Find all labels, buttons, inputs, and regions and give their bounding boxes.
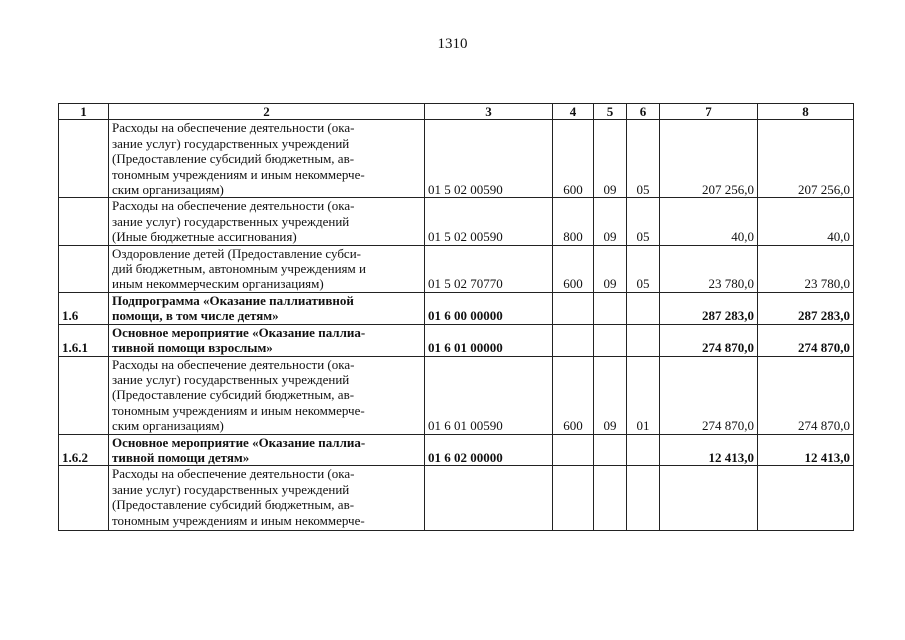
- description-line: Основное мероприятие «Оказание паллиа-: [112, 434, 366, 450]
- expense-type: 600: [553, 245, 594, 292]
- budget-code: 01 6 02 00000: [425, 434, 553, 466]
- row-description: [109, 198, 425, 245]
- row-number: 1.6.1: [59, 324, 109, 356]
- amount-col7: 12 413,0: [660, 434, 758, 466]
- row-number: [59, 198, 109, 245]
- description-line: Расходы на обеспечение деятельности (ока-: [112, 120, 355, 136]
- amount-col8: 287 283,0: [758, 292, 854, 324]
- row-description: [109, 324, 425, 356]
- expense-type: 600: [553, 120, 594, 198]
- expense-type: [553, 466, 594, 531]
- budget-code: [425, 466, 553, 531]
- section-code: 09: [594, 198, 627, 245]
- row-number: [59, 356, 109, 434]
- subsection-code: 05: [627, 245, 660, 292]
- description-line: иным некоммерческим организациям): [112, 276, 324, 292]
- budget-code: 01 5 02 00590: [425, 120, 553, 198]
- table-row: [59, 356, 854, 434]
- budget-table: [58, 103, 854, 531]
- expense-type: [553, 434, 594, 466]
- description-line: Подпрограмма «Оказание паллиативной: [112, 292, 354, 308]
- description-line: зание услуг) государственных учреждений: [112, 135, 350, 151]
- description-line: Расходы на обеспечение деятельности (ока-: [112, 356, 355, 372]
- table-row: [59, 466, 854, 531]
- amount-col8: [758, 466, 854, 531]
- section-code: [594, 434, 627, 466]
- table-row: [59, 198, 854, 245]
- description-line: тономным учреждениям и иным некоммерче-: [112, 166, 365, 182]
- subsection-code: [627, 466, 660, 531]
- header-cell: 5: [594, 104, 627, 120]
- table-row: [59, 434, 854, 466]
- subsection-code: [627, 434, 660, 466]
- row-number: [59, 466, 109, 531]
- amount-col7: 23 780,0: [660, 245, 758, 292]
- budget-code: 01 6 01 00590: [425, 356, 553, 434]
- row-number: 1.6.2: [59, 434, 109, 466]
- amount-col8: 207 256,0: [758, 120, 854, 198]
- section-code: 09: [594, 356, 627, 434]
- budget-code: 01 5 02 00590: [425, 198, 553, 245]
- row-description: [109, 120, 425, 198]
- row-number: [59, 120, 109, 198]
- table-row: [59, 324, 854, 356]
- amount-col8: 274 870,0: [758, 356, 854, 434]
- description-line: ским организациям): [112, 418, 224, 434]
- expense-type: [553, 292, 594, 324]
- header-cell: 7: [660, 104, 758, 120]
- amount-col7: [660, 466, 758, 531]
- section-code: 09: [594, 245, 627, 292]
- expense-type: [553, 324, 594, 356]
- description-line: тивной помощи детям»: [112, 449, 250, 465]
- description-line: Оздоровление детей (Предоставление субси-: [112, 245, 361, 261]
- amount-col7: 40,0: [660, 198, 758, 245]
- row-description: [109, 292, 425, 324]
- subsection-code: 01: [627, 356, 660, 434]
- description-line: помощи, в том числе детям»: [112, 308, 279, 324]
- row-number: [59, 245, 109, 292]
- table-row: [59, 120, 854, 198]
- description-line: (Иные бюджетные ассигнования): [112, 229, 297, 245]
- header-cell: 8: [758, 104, 854, 120]
- description-line: (Предоставление субсидий бюджетным, ав-: [112, 497, 355, 513]
- description-line: зание услуг) государственных учреждений: [112, 481, 350, 497]
- section-code: [594, 324, 627, 356]
- amount-col7: 207 256,0: [660, 120, 758, 198]
- row-description: [109, 434, 425, 466]
- header-cell: 6: [627, 104, 660, 120]
- row-description: [109, 245, 425, 292]
- amount-col8: 23 780,0: [758, 245, 854, 292]
- description-line: зание услуг) государственных учреждений: [112, 213, 350, 229]
- description-line: (Предоставление субсидий бюджетным, ав-: [112, 387, 355, 403]
- header-cell: 2: [109, 104, 425, 120]
- amount-col7: 287 283,0: [660, 292, 758, 324]
- amount-col8: 40,0: [758, 198, 854, 245]
- subsection-code: [627, 324, 660, 356]
- table-row: [59, 245, 854, 292]
- description-line: ским организациям): [112, 182, 224, 198]
- description-line: тивной помощи взрослым»: [112, 340, 273, 356]
- amount-col7: 274 870,0: [660, 356, 758, 434]
- subsection-code: 05: [627, 120, 660, 198]
- description-line: Основное мероприятие «Оказание паллиа-: [112, 324, 366, 340]
- expense-type: 800: [553, 198, 594, 245]
- header-cell: 1: [59, 104, 109, 120]
- budget-code: 01 5 02 70770: [425, 245, 553, 292]
- section-code: [594, 466, 627, 531]
- section-code: 09: [594, 120, 627, 198]
- description-line: Расходы на обеспечение деятельности (ока-: [112, 466, 355, 482]
- amount-col8: 274 870,0: [758, 324, 854, 356]
- page-number: 1310: [437, 36, 468, 52]
- subsection-code: [627, 292, 660, 324]
- expense-type: 600: [553, 356, 594, 434]
- amount-col8: 12 413,0: [758, 434, 854, 466]
- table-body: [59, 120, 854, 531]
- header-row: [59, 104, 854, 120]
- subsection-code: 05: [627, 198, 660, 245]
- table-row: [59, 292, 854, 324]
- header-cell: 3: [425, 104, 553, 120]
- section-code: [594, 292, 627, 324]
- description-line: зание услуг) государственных учреждений: [112, 371, 350, 387]
- description-line: тономным учреждениям и иным некоммерче-: [112, 512, 365, 528]
- row-number: 1.6: [59, 292, 109, 324]
- budget-code: 01 6 00 00000: [425, 292, 553, 324]
- header-cell: 4: [553, 104, 594, 120]
- amount-col7: 274 870,0: [660, 324, 758, 356]
- description-line: тономным учреждениям и иным некоммерче-: [112, 402, 365, 418]
- description-line: (Предоставление субсидий бюджетным, ав-: [112, 151, 355, 167]
- row-description: [109, 466, 425, 531]
- budget-code: 01 6 01 00000: [425, 324, 553, 356]
- description-line: дий бюджетным, автономным учреждениям и: [112, 261, 366, 277]
- description-line: Расходы на обеспечение деятельности (ока-: [112, 198, 355, 214]
- row-description: [109, 356, 425, 434]
